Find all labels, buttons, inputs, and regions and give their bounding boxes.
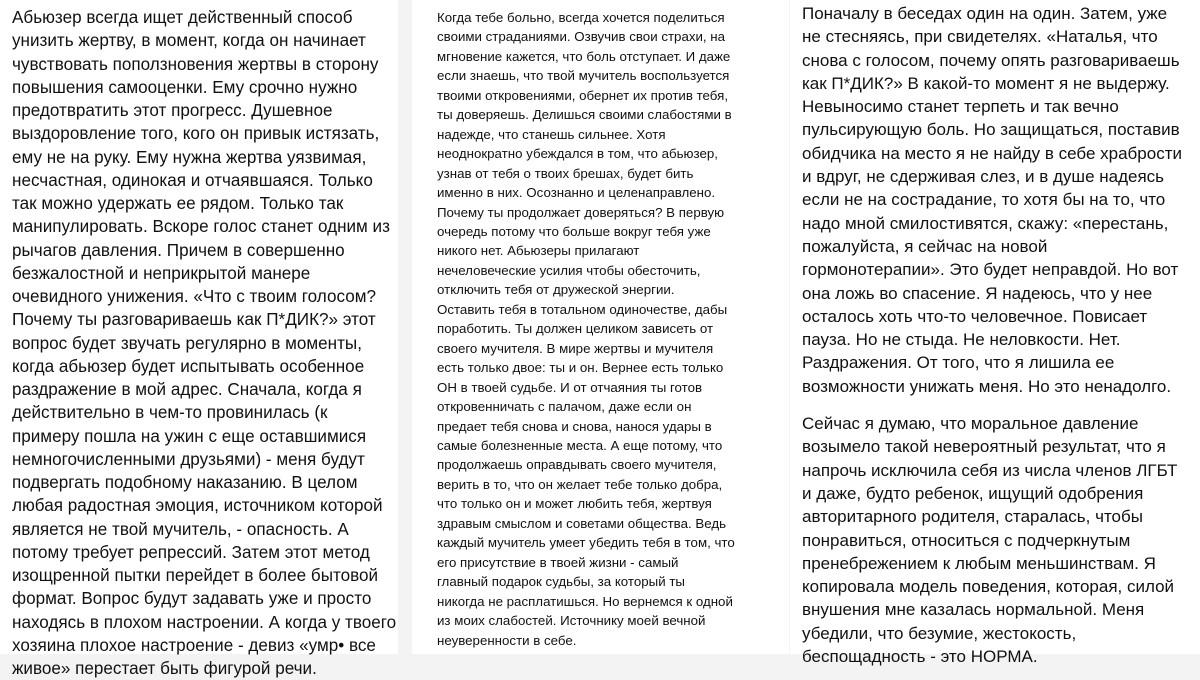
text-line: понравиться, относиться с подчеркнутым bbox=[802, 530, 1131, 550]
text-line: своими страданиями. Озвучив свои страхи, на bbox=[437, 29, 726, 45]
text-line: как П*ДИК?» В какой-то момент я не выдержу. bbox=[802, 73, 1170, 93]
text-line: снова с голосом, почему опять разговариваешь bbox=[802, 50, 1180, 70]
text-line: пульсирующую боль. Но защищаться, поставив bbox=[802, 120, 1180, 140]
text-line: не стесняясь, при свидетелях. «Наталья, что bbox=[802, 27, 1158, 47]
text-line: выздоровление того, кого он привык истязать, bbox=[12, 124, 380, 144]
text-line: чувствовать поползновения жертвы в сторону bbox=[12, 54, 379, 74]
text-line: примеру пошла на ужин с еще оставшимися bbox=[12, 426, 367, 446]
text-line: надежде, что станешь сильнее. Хотя bbox=[437, 126, 666, 142]
paragraph-1 bbox=[802, 2, 1200, 398]
text-line: Почему ты разговариваешь как П*ДИК?» этот bbox=[12, 310, 376, 330]
text-line: очевидного унижения. «Что с твоим голосом? bbox=[12, 287, 376, 306]
text-line: надо мной смилостивятся, скажу: «перестань, bbox=[802, 213, 1169, 233]
text-line: есть только двое: ты и он. Вернее есть только bbox=[437, 360, 724, 376]
text-line: потому требует репрессий. Затем этот метод bbox=[12, 542, 370, 562]
text-line: Сейчас я думаю, что моральное давление bbox=[802, 414, 1139, 434]
text-line: рычагов давления. Причем в совершенно bbox=[12, 240, 345, 260]
text-column-right bbox=[790, 0, 1200, 667]
text-line: вопрос будет звучать регулярно в моменты, bbox=[12, 333, 362, 353]
text-line: его присутствие в твоей жизни - самый bbox=[437, 554, 679, 570]
text-line: и вдруг, не сдерживая слез, и в душе надеясь bbox=[802, 167, 1165, 187]
text-line: возможности унижать меня. Но это ненадолго. bbox=[802, 376, 1172, 396]
text-line: очередь потому что больше вокруг тебя уже bbox=[437, 223, 711, 239]
text-line: манипулировать. Вскоре голос станет одним из bbox=[12, 217, 390, 237]
text-line: авторитарного родителя, старалась, чтобы bbox=[802, 507, 1143, 527]
text-line: убедили, что безумие, жестокость, bbox=[802, 623, 1077, 643]
text-line: повышения самооценки. Ему срочно нужно bbox=[12, 77, 358, 97]
text-line: хозяина плохое настроение - девиз «умр• все bbox=[12, 635, 376, 655]
text-line: здравым смыслом и советами общества. Ведь bbox=[437, 515, 727, 531]
text-line: самые болезненные места. А еще потому, что bbox=[437, 437, 723, 453]
text-line: ему не на руку. Ему нужна жертва уязвимая, bbox=[12, 147, 367, 167]
text-line: поработить. Ты должен целиком зависеть от bbox=[437, 321, 714, 337]
text-line: обидчика на место я не найду в себе храбрости bbox=[802, 143, 1182, 163]
text-line: возымело такой невероятный результат, что я bbox=[802, 437, 1166, 457]
text-line: своего мучителя. В мире жертвы и мучителя bbox=[437, 340, 714, 356]
text-line: раздражение в мой адрес. Сначала, когда я bbox=[12, 380, 362, 399]
text-line: беспощадность - это НОРМА. bbox=[802, 647, 1038, 667]
text-line: безжалостной и неприкрытой манере bbox=[12, 263, 311, 283]
text-line: никого нет. Абьюзеры прилагают bbox=[437, 243, 640, 259]
text-line: является не твой мучитель, - опасность. А bbox=[12, 519, 349, 539]
text-line: Невыносимо станет терпеть и так вечно bbox=[802, 97, 1119, 117]
text-line: главный подарок судьбы, за который ты bbox=[437, 574, 685, 590]
text-line: внушения мне казалась нормальной. Меня bbox=[802, 600, 1145, 620]
text-line: мгновение кажется, что боль отступает. И даже bbox=[437, 48, 731, 64]
text-line: Почему ты продолжает доверяться? В первую bbox=[437, 204, 725, 220]
text-line: откровенничать с палачом, даже если он bbox=[437, 399, 692, 415]
text-line: неуверенности в себе. bbox=[437, 632, 577, 648]
text-column-left bbox=[0, 0, 398, 678]
text-line: верить в то, что он желает тебе только добра, bbox=[437, 476, 723, 492]
text-line: действительно в чем-то провинилась (к bbox=[12, 403, 328, 423]
text-line: неоднократно убеждался в том, что абьюзер, bbox=[437, 146, 718, 162]
text-line: унизить жертву, в момент, когда он начинает bbox=[12, 31, 366, 51]
text-line: предотвратить этот прогресс. Душевное bbox=[12, 101, 333, 120]
text-line: никогда не расплатишься. Но вернемся к одной bbox=[437, 593, 733, 609]
text-line: несчастная, одинокая и отчаявшаяся. Только bbox=[12, 170, 373, 190]
text-line: отключить тебя от дружеской энергии. bbox=[437, 282, 675, 298]
text-line: формат. Вопрос будут задавать уже и просто bbox=[12, 589, 372, 609]
text-line: если не на сострадание, то хотя бы на то, что bbox=[802, 190, 1166, 210]
text-line: продолжаешь оправдывать своего мучителя, bbox=[437, 457, 717, 473]
text-line: из моих слабостей. Источнику моей вечной bbox=[437, 613, 706, 629]
text-line: Когда тебе больно, всегда хочется поделиться bbox=[437, 10, 725, 25]
text-line: копировала модель поведения, которая, силой bbox=[802, 577, 1175, 597]
text-line: каждый мучитель умеет убедить тебя в том, что bbox=[437, 535, 735, 551]
text-line: и даже, будто ребенок, ищущий одобрения bbox=[802, 483, 1144, 503]
text-line: если знаешь, что твой мучитель воспользуется bbox=[437, 68, 730, 84]
text-line: пауза. Но не стыда. Не неловкости. Нет. bbox=[802, 330, 1121, 350]
text-line: она ложь во спасение. Я надеюсь, что у нее bbox=[802, 283, 1153, 303]
text-line: осталось хоть что-то человечное. Повисает bbox=[802, 306, 1148, 326]
text-line: Абьюзер всегда ищет действенный способ bbox=[12, 8, 353, 27]
text-line: живое» перестает быть фигурой речи. bbox=[12, 659, 317, 678]
text-line: Поначалу в беседах один на один. Затем, уже bbox=[802, 4, 1168, 23]
text-line: подвергать подобному наказанию. В целом bbox=[12, 473, 358, 492]
paragraph-2 bbox=[802, 412, 1200, 668]
text-line: так можно удержать ее рядом. Только так bbox=[12, 194, 344, 213]
text-line: находясь в плохом настроении. А когда у твоего bbox=[12, 612, 397, 632]
text-line: Оставить тебя в тотальном одиночестве, дабы bbox=[437, 301, 728, 317]
text-line: что только он и может любить тебя, жертвуя bbox=[437, 496, 712, 512]
text-column-middle bbox=[412, 0, 789, 654]
text-line: нечеловеческие усилия чтобы обесточить, bbox=[437, 262, 701, 278]
text-line: ОН в твоей судьбе. И от отчаяния ты готов bbox=[437, 379, 703, 395]
text-line: изощренной пытки перейдет в более бытовой bbox=[12, 566, 379, 585]
text-line: Раздражения. От того, что я лишила ее bbox=[802, 353, 1115, 373]
text-line: пренебрежением к любым меньшинствам. Я bbox=[802, 553, 1156, 573]
text-line: ты доверяешь. Делишься своими слабостями в bbox=[437, 107, 732, 123]
text-line: предает тебя снова и снова, нанося удары в bbox=[437, 418, 712, 434]
text-line: пожалуйста, я сейчас на новой bbox=[802, 236, 1048, 256]
text-line: напрочь исключила себя из числа членов ЛГБТ bbox=[802, 460, 1178, 480]
text-line: узнав от тебя о твоих брешах, будет бить bbox=[437, 165, 694, 181]
text-line: когда абьюзер будет испытывать особенное bbox=[12, 356, 365, 376]
text-line: любая радостная эмоция, источником которой bbox=[12, 496, 383, 516]
text-line: немногочисленными друзьями) - меня будут bbox=[12, 449, 365, 469]
text-line: гормонотерапии». Это будет неправдой. Но вот bbox=[802, 260, 1179, 280]
text-line: твоими откровениями, обернет их против тебя, bbox=[437, 87, 729, 103]
text-line: именно в них. Осознанно и целенаправлено. bbox=[437, 185, 716, 201]
